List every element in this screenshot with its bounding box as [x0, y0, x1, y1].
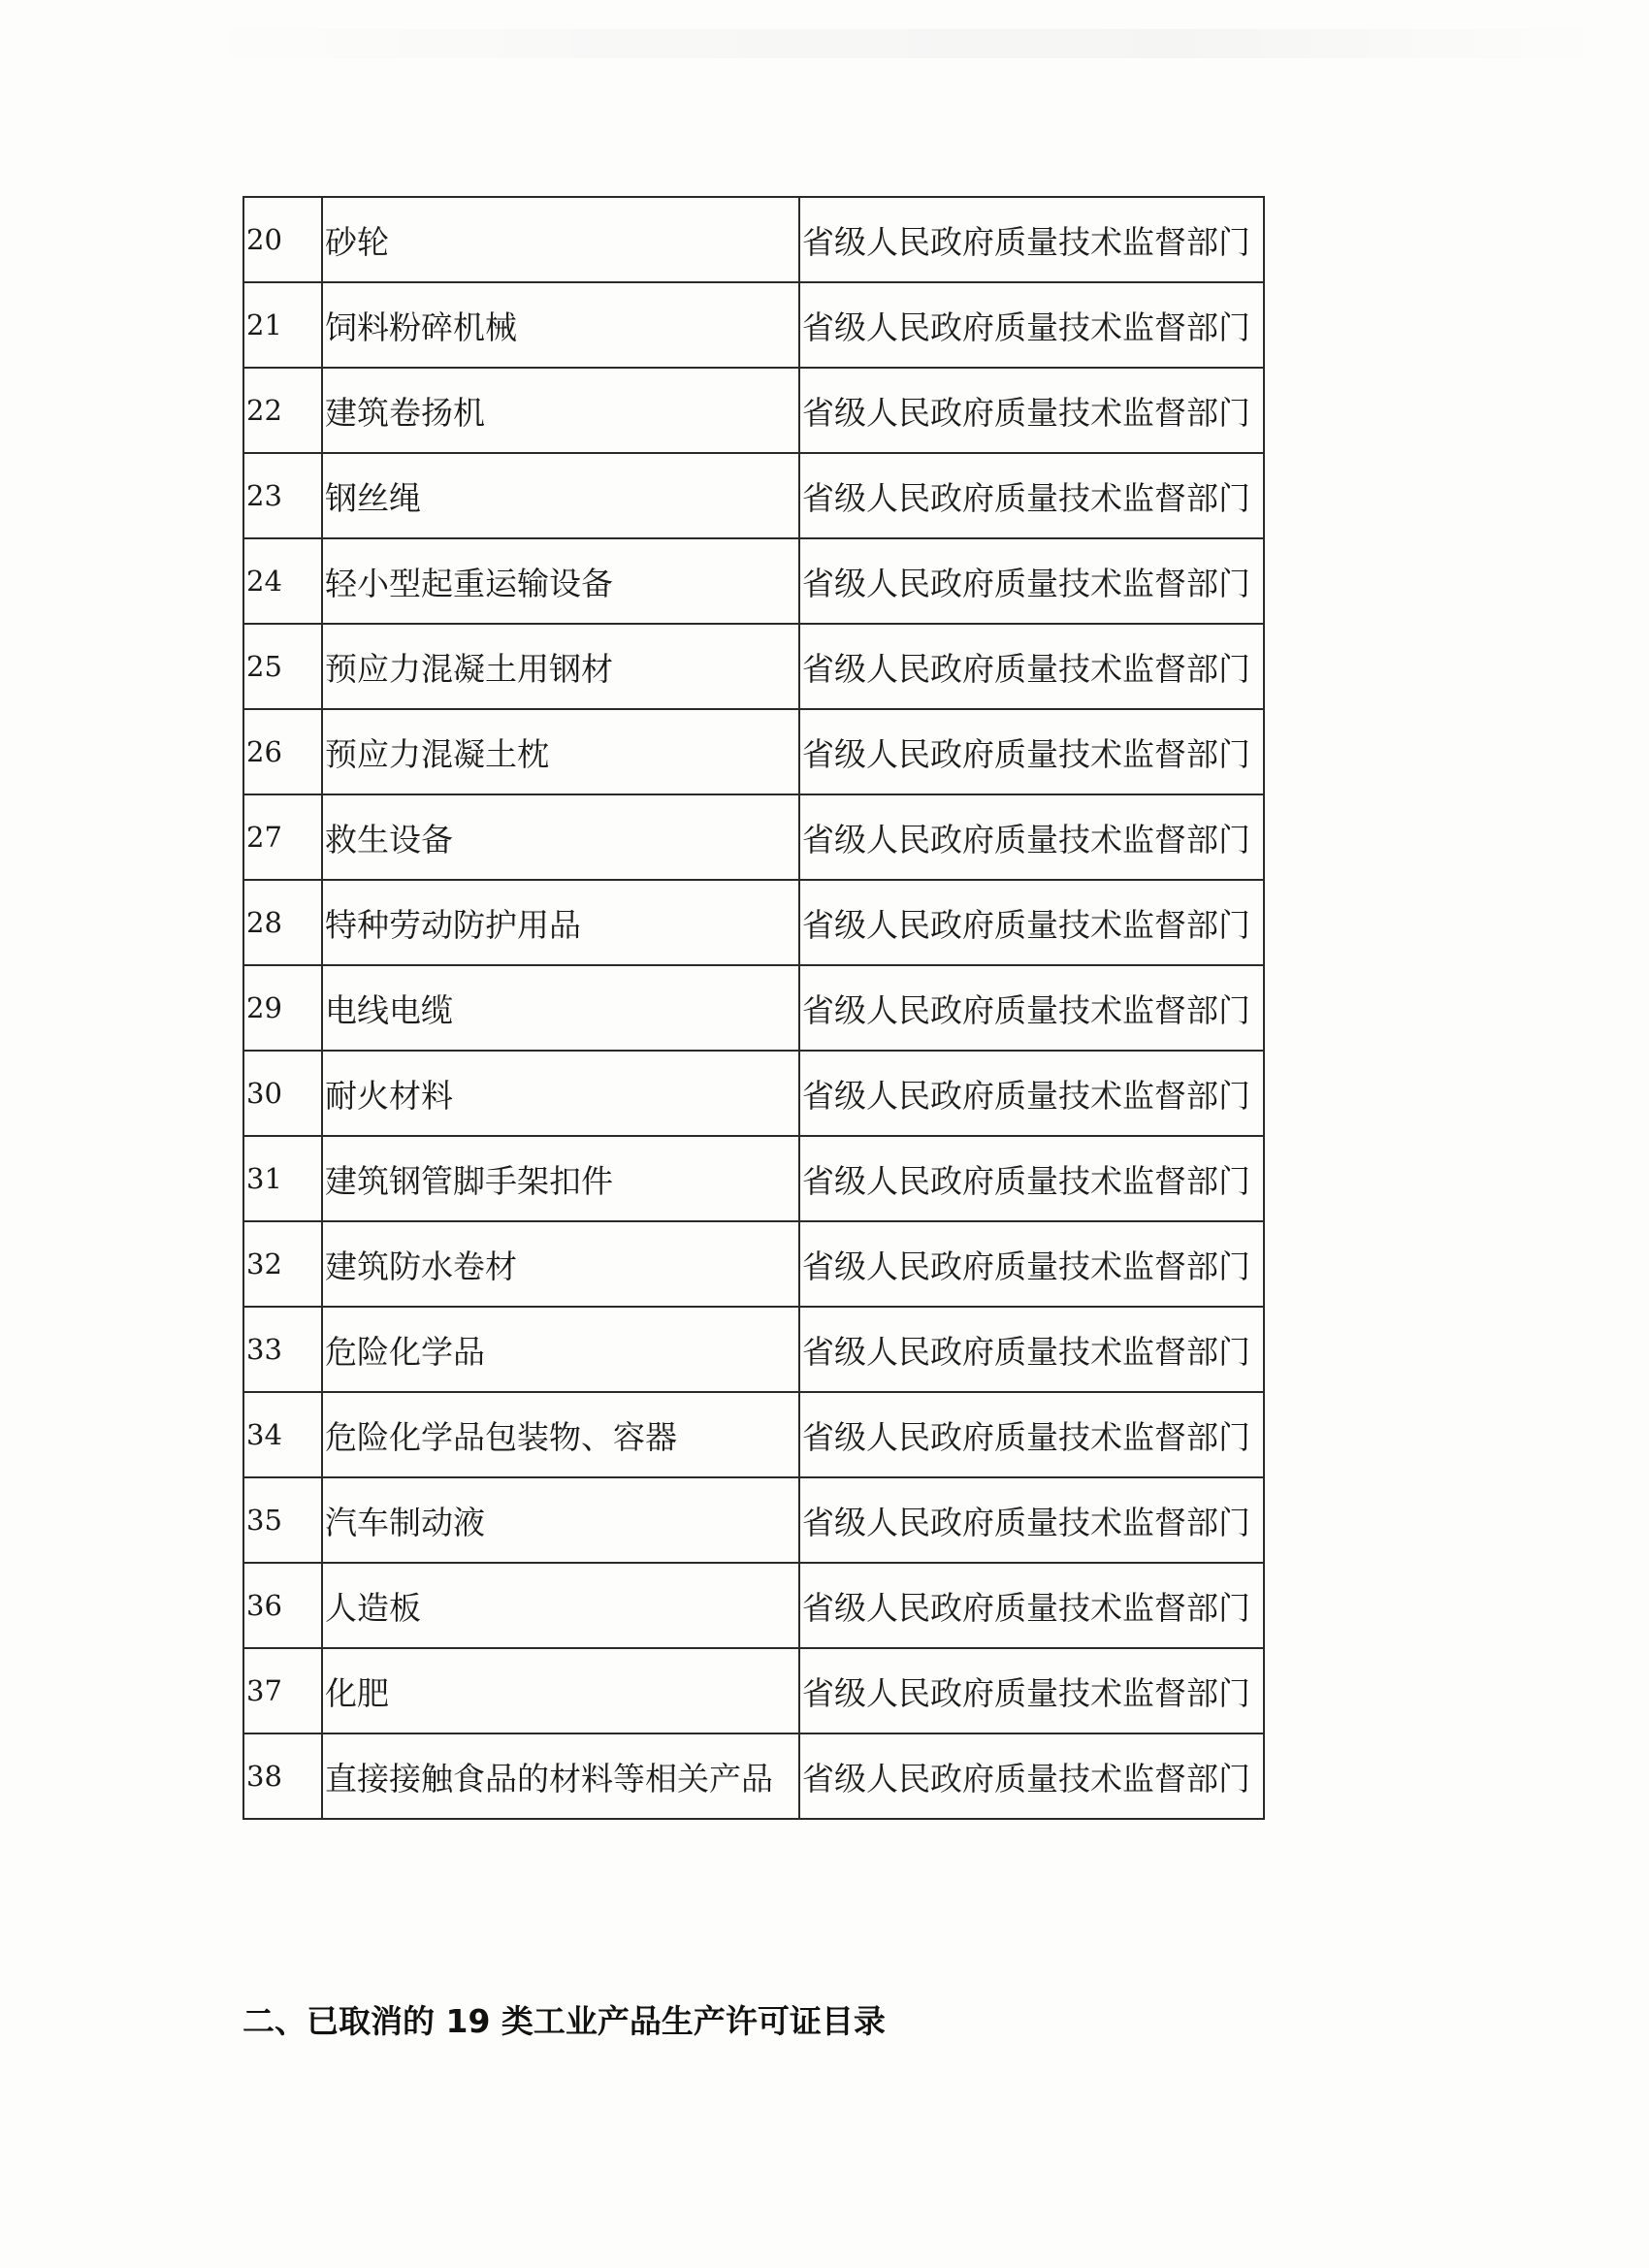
table-row — [243, 794, 1264, 880]
issuing-department: 省级人民政府质量技术监督部门 — [799, 538, 1264, 624]
issuing-department: 省级人民政府质量技术监督部门 — [799, 1563, 1264, 1648]
product-name: 建筑钢管脚手架扣件 — [322, 1136, 799, 1221]
row-number: 20 — [243, 197, 322, 282]
row-number: 38 — [243, 1733, 322, 1819]
table-row — [243, 282, 1264, 368]
issuing-department: 省级人民政府质量技术监督部门 — [799, 709, 1264, 794]
row-number: 25 — [243, 624, 322, 709]
product-name: 砂轮 — [322, 197, 799, 282]
issuing-department: 省级人民政府质量技术监督部门 — [799, 965, 1264, 1051]
product-name: 人造板 — [322, 1563, 799, 1648]
product-name: 建筑防水卷材 — [322, 1221, 799, 1307]
row-number: 24 — [243, 538, 322, 624]
row-number: 34 — [243, 1392, 322, 1477]
table-row — [243, 1733, 1264, 1819]
issuing-department: 省级人民政府质量技术监督部门 — [799, 453, 1264, 538]
row-number: 23 — [243, 453, 322, 538]
product-name: 饲料粉碎机械 — [322, 282, 799, 368]
table-row — [243, 1392, 1264, 1477]
table-row — [243, 453, 1264, 538]
row-number: 37 — [243, 1648, 322, 1733]
issuing-department: 省级人民政府质量技术监督部门 — [799, 1648, 1264, 1733]
table-row — [243, 1221, 1264, 1307]
issuing-department: 省级人民政府质量技术监督部门 — [799, 1307, 1264, 1392]
issuing-department: 省级人民政府质量技术监督部门 — [799, 794, 1264, 880]
product-name: 电线电缆 — [322, 965, 799, 1051]
table-row — [243, 1563, 1264, 1648]
product-name: 直接接触食品的材料等相关产品 — [322, 1733, 799, 1819]
row-number: 30 — [243, 1051, 322, 1136]
table-row — [243, 538, 1264, 624]
issuing-department: 省级人民政府质量技术监督部门 — [799, 1477, 1264, 1563]
table-row — [243, 965, 1264, 1051]
issuing-department: 省级人民政府质量技术监督部门 — [799, 1136, 1264, 1221]
table-row — [243, 1648, 1264, 1733]
scan-artifact — [184, 29, 1610, 58]
issuing-department: 省级人民政府质量技术监督部门 — [799, 1733, 1264, 1819]
row-number: 21 — [243, 282, 322, 368]
row-number: 35 — [243, 1477, 322, 1563]
issuing-department: 省级人民政府质量技术监督部门 — [799, 624, 1264, 709]
product-name: 汽车制动液 — [322, 1477, 799, 1563]
product-name: 危险化学品 — [322, 1307, 799, 1392]
issuing-department: 省级人民政府质量技术监督部门 — [799, 282, 1264, 368]
product-name: 特种劳动防护用品 — [322, 880, 799, 965]
row-number: 26 — [243, 709, 322, 794]
product-name: 化肥 — [322, 1648, 799, 1733]
product-name: 危险化学品包装物、容器 — [322, 1392, 799, 1477]
product-name: 建筑卷扬机 — [322, 368, 799, 453]
row-number: 22 — [243, 368, 322, 453]
table-row — [243, 1051, 1264, 1136]
issuing-department: 省级人民政府质量技术监督部门 — [799, 197, 1264, 282]
product-name: 钢丝绳 — [322, 453, 799, 538]
issuing-department: 省级人民政府质量技术监督部门 — [799, 368, 1264, 453]
row-number: 28 — [243, 880, 322, 965]
issuing-department: 省级人民政府质量技术监督部门 — [799, 880, 1264, 965]
product-name: 预应力混凝土用钢材 — [322, 624, 799, 709]
row-number: 33 — [243, 1307, 322, 1392]
row-number: 31 — [243, 1136, 322, 1221]
row-number: 29 — [243, 965, 322, 1051]
table-row — [243, 880, 1264, 965]
table-row — [243, 197, 1264, 282]
product-name: 耐火材料 — [322, 1051, 799, 1136]
issuing-department: 省级人民政府质量技术监督部门 — [799, 1221, 1264, 1307]
issuing-department: 省级人民政府质量技术监督部门 — [799, 1392, 1264, 1477]
row-number: 36 — [243, 1563, 322, 1648]
product-name: 救生设备 — [322, 794, 799, 880]
product-name: 轻小型起重运输设备 — [322, 538, 799, 624]
table-row — [243, 624, 1264, 709]
section-heading: 二、已取消的 19 类工业产品生产许可证目录 — [242, 2002, 886, 2040]
table-row — [243, 1477, 1264, 1563]
table-row — [243, 1136, 1264, 1221]
table-row — [243, 709, 1264, 794]
product-name: 预应力混凝土枕 — [322, 709, 799, 794]
row-number: 27 — [243, 794, 322, 880]
product-catalog-table — [242, 196, 1265, 1820]
table-row — [243, 1307, 1264, 1392]
table-row — [243, 368, 1264, 453]
row-number: 32 — [243, 1221, 322, 1307]
issuing-department: 省级人民政府质量技术监督部门 — [799, 1051, 1264, 1136]
